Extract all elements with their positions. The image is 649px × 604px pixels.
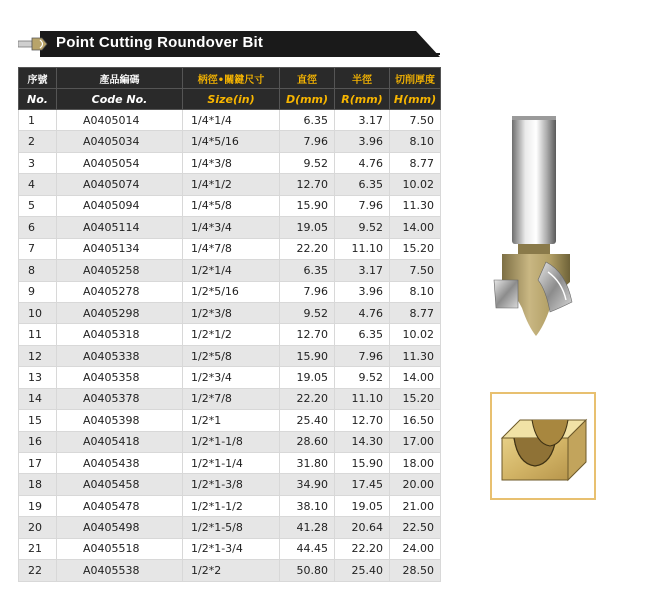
cell-radius: 11.10 xyxy=(335,388,390,409)
cell-diameter: 25.40 xyxy=(280,410,335,431)
page-title: Point Cutting Roundover Bit xyxy=(56,34,264,51)
cell-code: A0405478 xyxy=(57,495,183,516)
cell-size: 1/4*1/2 xyxy=(183,174,280,195)
cell-diameter: 19.05 xyxy=(280,367,335,388)
cell-code: A0405258 xyxy=(57,260,183,281)
cell-size: 1/2*2 xyxy=(183,560,280,581)
cell-code: A0405418 xyxy=(57,431,183,452)
cell-height: 11.30 xyxy=(390,345,441,366)
cell-radius: 9.52 xyxy=(335,367,390,388)
header-h-cn: 切削厚度 xyxy=(390,68,441,89)
cell-diameter: 19.05 xyxy=(280,217,335,238)
cell-diameter: 41.28 xyxy=(280,517,335,538)
table-row xyxy=(19,474,441,495)
cell-no: 22 xyxy=(19,560,57,581)
cell-diameter: 7.96 xyxy=(280,281,335,302)
table-row xyxy=(19,410,441,431)
cell-height: 15.20 xyxy=(390,238,441,259)
cell-code: A0405358 xyxy=(57,367,183,388)
cell-diameter: 22.20 xyxy=(280,388,335,409)
router-bit-icon xyxy=(18,34,48,54)
cell-no: 20 xyxy=(19,517,57,538)
spec-table xyxy=(18,67,441,582)
cell-height: 18.00 xyxy=(390,453,441,474)
cell-size: 1/2*5/8 xyxy=(183,345,280,366)
cell-radius: 7.96 xyxy=(335,195,390,216)
title-bar xyxy=(18,31,440,57)
cell-diameter: 7.96 xyxy=(280,131,335,152)
cell-code: A0405338 xyxy=(57,345,183,366)
cell-size: 1/4*1/4 xyxy=(183,110,280,131)
cell-radius: 4.76 xyxy=(335,302,390,323)
cell-no: 5 xyxy=(19,195,57,216)
header-code-cn: 產品編碼 xyxy=(57,68,183,89)
cell-size: 1/4*5/16 xyxy=(183,131,280,152)
cell-code: A0405438 xyxy=(57,453,183,474)
table-row xyxy=(19,538,441,559)
cell-size: 1/2*3/4 xyxy=(183,367,280,388)
cell-radius: 22.20 xyxy=(335,538,390,559)
cell-code: A0405114 xyxy=(57,217,183,238)
cell-diameter: 6.35 xyxy=(280,110,335,131)
cut-profile-diagram xyxy=(492,394,594,498)
cell-no: 12 xyxy=(19,345,57,366)
cell-no: 2 xyxy=(19,131,57,152)
table-row xyxy=(19,517,441,538)
cell-size: 1/2*1-1/4 xyxy=(183,453,280,474)
cell-radius: 19.05 xyxy=(335,495,390,516)
cell-radius: 14.30 xyxy=(335,431,390,452)
cell-code: A0405378 xyxy=(57,388,183,409)
cell-radius: 25.40 xyxy=(335,560,390,581)
cell-radius: 17.45 xyxy=(335,474,390,495)
header-h: H(mm) xyxy=(390,89,441,110)
cell-code: A0405318 xyxy=(57,324,183,345)
table-row xyxy=(19,302,441,323)
cell-size: 1/2*5/16 xyxy=(183,281,280,302)
cell-size: 1/2*1-3/8 xyxy=(183,474,280,495)
cell-code: A0405094 xyxy=(57,195,183,216)
header-d: D(mm) xyxy=(280,89,335,110)
cell-no: 3 xyxy=(19,152,57,173)
cell-no: 6 xyxy=(19,217,57,238)
cell-radius: 6.35 xyxy=(335,324,390,345)
cell-size: 1/4*3/8 xyxy=(183,152,280,173)
router-bit-image xyxy=(488,112,584,344)
cell-code: A0405398 xyxy=(57,410,183,431)
header-r: R(mm) xyxy=(335,89,390,110)
cell-no: 7 xyxy=(19,238,57,259)
table-row xyxy=(19,110,441,131)
table-row xyxy=(19,281,441,302)
table-row xyxy=(19,367,441,388)
table-row xyxy=(19,453,441,474)
header-row-en xyxy=(19,89,441,110)
cell-size: 1/4*5/8 xyxy=(183,195,280,216)
table-row xyxy=(19,345,441,366)
cell-code: A0405458 xyxy=(57,474,183,495)
cell-diameter: 15.90 xyxy=(280,195,335,216)
table-row xyxy=(19,131,441,152)
header-no-cn: 序號 xyxy=(19,68,57,89)
header-r-cn: 半徑 xyxy=(335,68,390,89)
cell-radius: 9.52 xyxy=(335,217,390,238)
table-row xyxy=(19,495,441,516)
cell-height: 10.02 xyxy=(390,174,441,195)
cell-size: 1/2*7/8 xyxy=(183,388,280,409)
cell-no: 10 xyxy=(19,302,57,323)
table-row xyxy=(19,388,441,409)
cell-diameter: 34.90 xyxy=(280,474,335,495)
cell-size: 1/2*3/8 xyxy=(183,302,280,323)
cell-size: 1/4*3/4 xyxy=(183,217,280,238)
cell-code: A0405538 xyxy=(57,560,183,581)
cell-diameter: 22.20 xyxy=(280,238,335,259)
cell-no: 14 xyxy=(19,388,57,409)
cell-height: 8.77 xyxy=(390,152,441,173)
cell-height: 11.30 xyxy=(390,195,441,216)
cell-code: A0405518 xyxy=(57,538,183,559)
cell-no: 8 xyxy=(19,260,57,281)
cell-size: 1/2*1-5/8 xyxy=(183,517,280,538)
cell-size: 1/2*1-1/2 xyxy=(183,495,280,516)
cell-code: A0405054 xyxy=(57,152,183,173)
cell-diameter: 9.52 xyxy=(280,302,335,323)
cell-code: A0405278 xyxy=(57,281,183,302)
table-row xyxy=(19,324,441,345)
header-size-cn: 柄徑•關鍵尺寸 xyxy=(183,68,280,89)
header-d-cn: 直徑 xyxy=(280,68,335,89)
cell-height: 16.50 xyxy=(390,410,441,431)
cell-radius: 11.10 xyxy=(335,238,390,259)
table-body xyxy=(19,110,441,582)
table-row xyxy=(19,260,441,281)
cell-height: 20.00 xyxy=(390,474,441,495)
cell-height: 28.50 xyxy=(390,560,441,581)
cell-radius: 3.17 xyxy=(335,110,390,131)
cell-no: 21 xyxy=(19,538,57,559)
table-row xyxy=(19,238,441,259)
cell-size: 1/2*1-1/8 xyxy=(183,431,280,452)
cell-height: 14.00 xyxy=(390,367,441,388)
cell-diameter: 31.80 xyxy=(280,453,335,474)
cell-diameter: 6.35 xyxy=(280,260,335,281)
cell-height: 22.50 xyxy=(390,517,441,538)
cell-radius: 3.96 xyxy=(335,281,390,302)
table-row xyxy=(19,431,441,452)
cell-no: 18 xyxy=(19,474,57,495)
cell-diameter: 15.90 xyxy=(280,345,335,366)
cell-size: 1/2*1-3/4 xyxy=(183,538,280,559)
table-row xyxy=(19,195,441,216)
cell-no: 16 xyxy=(19,431,57,452)
cell-no: 13 xyxy=(19,367,57,388)
cell-size: 1/4*7/8 xyxy=(183,238,280,259)
table-row xyxy=(19,217,441,238)
cell-diameter: 9.52 xyxy=(280,152,335,173)
cell-height: 7.50 xyxy=(390,260,441,281)
cell-diameter: 12.70 xyxy=(280,174,335,195)
cell-radius: 12.70 xyxy=(335,410,390,431)
table-row xyxy=(19,174,441,195)
cell-radius: 3.17 xyxy=(335,260,390,281)
cell-height: 24.00 xyxy=(390,538,441,559)
cell-radius: 7.96 xyxy=(335,345,390,366)
cell-radius: 3.96 xyxy=(335,131,390,152)
cell-height: 8.77 xyxy=(390,302,441,323)
table-row xyxy=(19,560,441,581)
cell-no: 9 xyxy=(19,281,57,302)
cell-size: 1/2*1/2 xyxy=(183,324,280,345)
cell-code: A0405498 xyxy=(57,517,183,538)
cell-radius: 4.76 xyxy=(335,152,390,173)
cell-code: A0405034 xyxy=(57,131,183,152)
cell-code: A0405298 xyxy=(57,302,183,323)
cell-size: 1/2*1 xyxy=(183,410,280,431)
cell-code: A0405134 xyxy=(57,238,183,259)
cell-no: 4 xyxy=(19,174,57,195)
cell-code: A0405014 xyxy=(57,110,183,131)
cell-height: 17.00 xyxy=(390,431,441,452)
header-no: No. xyxy=(19,89,57,110)
cell-radius: 20.64 xyxy=(335,517,390,538)
table-row xyxy=(19,152,441,173)
header-row-cn xyxy=(19,68,441,89)
title-bar-underline xyxy=(40,53,440,55)
cell-no: 19 xyxy=(19,495,57,516)
cell-diameter: 44.45 xyxy=(280,538,335,559)
cell-code: A0405074 xyxy=(57,174,183,195)
cell-no: 11 xyxy=(19,324,57,345)
cell-height: 21.00 xyxy=(390,495,441,516)
cell-no: 17 xyxy=(19,453,57,474)
profile-diagram-frame xyxy=(490,392,596,500)
cell-height: 15.20 xyxy=(390,388,441,409)
cell-radius: 6.35 xyxy=(335,174,390,195)
cell-diameter: 12.70 xyxy=(280,324,335,345)
cell-diameter: 50.80 xyxy=(280,560,335,581)
header-code: Code No. xyxy=(57,89,183,110)
cell-diameter: 38.10 xyxy=(280,495,335,516)
cell-radius: 15.90 xyxy=(335,453,390,474)
cell-no: 15 xyxy=(19,410,57,431)
cell-height: 10.02 xyxy=(390,324,441,345)
cell-height: 8.10 xyxy=(390,281,441,302)
header-size: Size(in) xyxy=(183,89,280,110)
cell-size: 1/2*1/4 xyxy=(183,260,280,281)
cell-height: 14.00 xyxy=(390,217,441,238)
cell-height: 7.50 xyxy=(390,110,441,131)
cell-height: 8.10 xyxy=(390,131,441,152)
cell-diameter: 28.60 xyxy=(280,431,335,452)
cell-no: 1 xyxy=(19,110,57,131)
